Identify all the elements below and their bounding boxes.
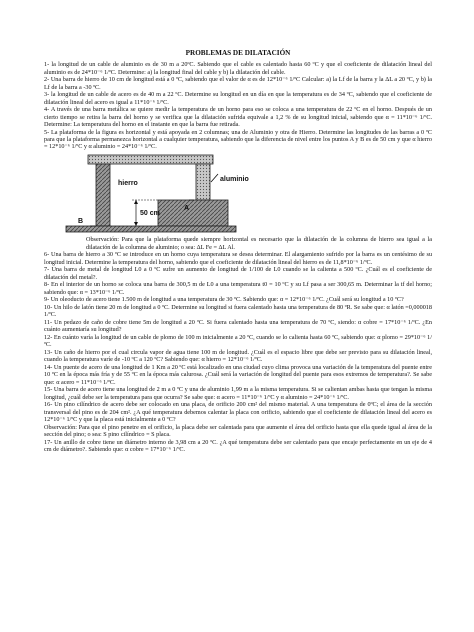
observation-2: Observación: Para que el pino penetre en el orificio, la placa debe ser calentada para que aumente el área del orificio hasta que ella quede igual al área de la sección del pino; o sea: S pino cilíndrico = S placa. <box>44 423 432 438</box>
problem-1: 1- la longitud de un cable de aluminio es de 30 m a 20ºC. Sabiendo que el cable es calentado hasta 60 ºC y que el coeficiente de dilatación lineal del aluminio es de 24*10⁻⁶ 1/ºC. Determine: a) la longitud final del cable y b) la dilatación del cable. <box>44 61 432 76</box>
aluminium-column <box>196 164 210 200</box>
problem-6: 6- Una barra de hierro a 30 ºC se introduce en un horno cuya temperatura se desea determinar. El alargamiento sufrido por la barra es un centésimo de su longitud inicial. Determine la temperatura del horno, sabiendo que el coeficiente de dilatación lineal del hierro es de 11,8*10⁻⁶ 1/ºC. <box>44 251 432 266</box>
problem-13: 13- Un caño de hierro por el cual circula vapor de agua tiene 100 m de longitud. ¿Cuál es el espacio libre que debe ser previsto para su dilatación lineal, cuando la temperatura varíe de -10 ºC a 120 ºC? Sabiendo que: α hierro = 12*10⁻⁶ 1/ºC. <box>44 349 432 364</box>
label-B: B <box>78 218 84 226</box>
problem-12: 12- En cuánto varía la longitud de un cable de plomo de 100 m inicialmente a 20 ºC, cuando se lo calienta hasta 60 ºC, sabiendo que: α plomo = 29*10⁻⁶ 1/ºC. <box>44 334 432 349</box>
problem-17: 17- Un anillo de cobre tiene un diámetro interno de 3,98 cm a 20 ºC. ¿A qué temperatura debe ser calentado para que encaje perfectamente en un eje de 4 cm de diámetro?. Sabiendo que: α cobre = 17*10⁻⁶ 1/ºC. <box>44 438 432 453</box>
observation-1: Observación: Para que la plataforma quede siempre horizontal es necesario que la dilatación de la columna de hierro sea igual a la dilatación de la columna de aluminio; o sea: ΔL Fe = ΔL Al. <box>86 236 432 251</box>
problem-11: 11- Un pedazo de caño de cobre tiene 5m de longitud a 20 ºC. Si fuera calentado hasta una temperatura de 70 ºC, siendo: α cobre = 17*10⁻⁶ 1/ºC. ¿En cuánto aumentaría su longitud? <box>44 319 432 334</box>
label-hierro: hierro <box>118 180 138 188</box>
document-title: PROBLEMAS DE DILATACIÓN <box>185 49 291 57</box>
problem-7: 7- Una barra de metal de longitud L0 a 0 ºC sufre un aumento de longitud de 1/100 de L0 cuando se la calienta a 500 ºC. ¿Cuál es el coeficiente de dilatación del metal?. <box>44 266 432 281</box>
problem-4: 4- A través de una barra metálica se quiere medir la temperatura de un horno para eso se coloca a una temperatura de 22 ºC en el horno. Después de un cierto tiempo se retira la barra del horno y se verifica que la dilatación sufrida equivale a 1,2 % de su longitud inicial, sabiendo que α = 11*10⁻⁶ 1/ºC. Determine: La temperatura del horno en el instante en que la barra fue retirada. <box>44 106 432 128</box>
platform-diagram <box>58 152 258 234</box>
problem-14: 14- Un puente de acero de una longitud de 1 Km a 20 ºC está localizado en una ciudad cuyo clima provoca una variación de la temperatura del puente entre 10 ºC en la época más fría y de 55 ºC en la época más calurosa. ¿Cuál será la variación de longitud del puente para esos extremos de temperatura?. Se sabe que: α acero = 11*10⁻⁶ 1/ºC. <box>44 363 432 386</box>
problem-16: 16- Un pino cilíndrico de acero debe ser colocado en una placa, de orificio 200 cm² del mismo material. A una temperatura de 0ºC; el área de la sección transversal del pino es de 204 cm². ¿A qué temperatura debemos calentar la placa con orificio, sabiendo que el coeficiente de dilatación lineal del acero es 12*10⁻⁶ 1/ºC y que la placa está inicialmente a 0 ºC? <box>44 401 432 423</box>
problem-15: 15- Una barra de acero tiene una longitud de 2 m a 0 ºC y una de aluminio 1,99 m a la misma temperatura. Si se calientan ambas hasta que tengan la misma longitud, ¿cuál debe ser la temperatura para que ocurra? Se sabe que: α acero = 11*10⁻⁶ 1/ºC y α aluminio = 24*10⁻⁶ 1/ºC. <box>44 386 432 401</box>
problem-2: 2- Una barra de hierro de 10 cm de longitud está a 0 ºC, sabiendo que el valor de α es de 12*10⁻⁶ 1/ºC Calcular: a) la Lf de la barra y la ΔL a 20 ºC, y b) la Lf de la barra a -30 ºC. <box>44 76 432 91</box>
problem-3: 3- la longitud de un cable de acero es de 40 m a 22 ºC. Determine su longitud en un día en que la temperatura es de 34 ºC, sabiendo que el coeficiente de dilatación lineal del acero es igual a 11*10⁻⁶ 1/ºC. <box>44 91 432 106</box>
problem-5: 5- La plataforma de la figura es horizontal y está apoyada en 2 columnas; una de Aluminio y otra de Hierro. Determine las longitudes de las barras a 0 ºC para que la plataforma permanezca horizontal a cualquier temperatura, sabiendo que la diferencia de nivel entre los puntos A y B es de 50 cm y que α hierro = 12*10⁻⁶ 1/ºC y α aluminio = 24*10⁻⁶ 1/ºC. <box>44 128 432 151</box>
label-dimension: 50 cm <box>140 210 160 218</box>
iron-column <box>96 164 110 226</box>
platform-figure <box>44 152 432 234</box>
raised-base <box>158 200 228 226</box>
problem-8: 8- En el interior de un horno se coloca una barra de 300,5 m de L0 a una temperatura t0 = 10 ºC y su Lf pasa a ser 300,65 m. Determinar la tf del horno; sabiendo que: α = 13*10⁻⁶ 1/ºC. <box>44 281 432 296</box>
problem-10: 10- Un hilo de latón tiene 20 m de longitud a 0 ºC. Determine su longitud si fuera calentado hasta una temperatura de 80 ºR. Se sabe que: α latón =0,000018 1/ºC. <box>44 304 432 319</box>
label-aluminio: aluminio <box>220 176 249 184</box>
problem-9: 9- Un oleoducto de acero tiene 1.500 m de longitud a una temperatura de 30 ºC. Sabiendo que: α = 12*10⁻⁶ 1/ºC. ¿Cuál será su longitud a 10 ºC? <box>44 296 404 304</box>
ground <box>66 226 236 232</box>
platform <box>88 155 213 164</box>
label-A: A <box>184 205 190 213</box>
